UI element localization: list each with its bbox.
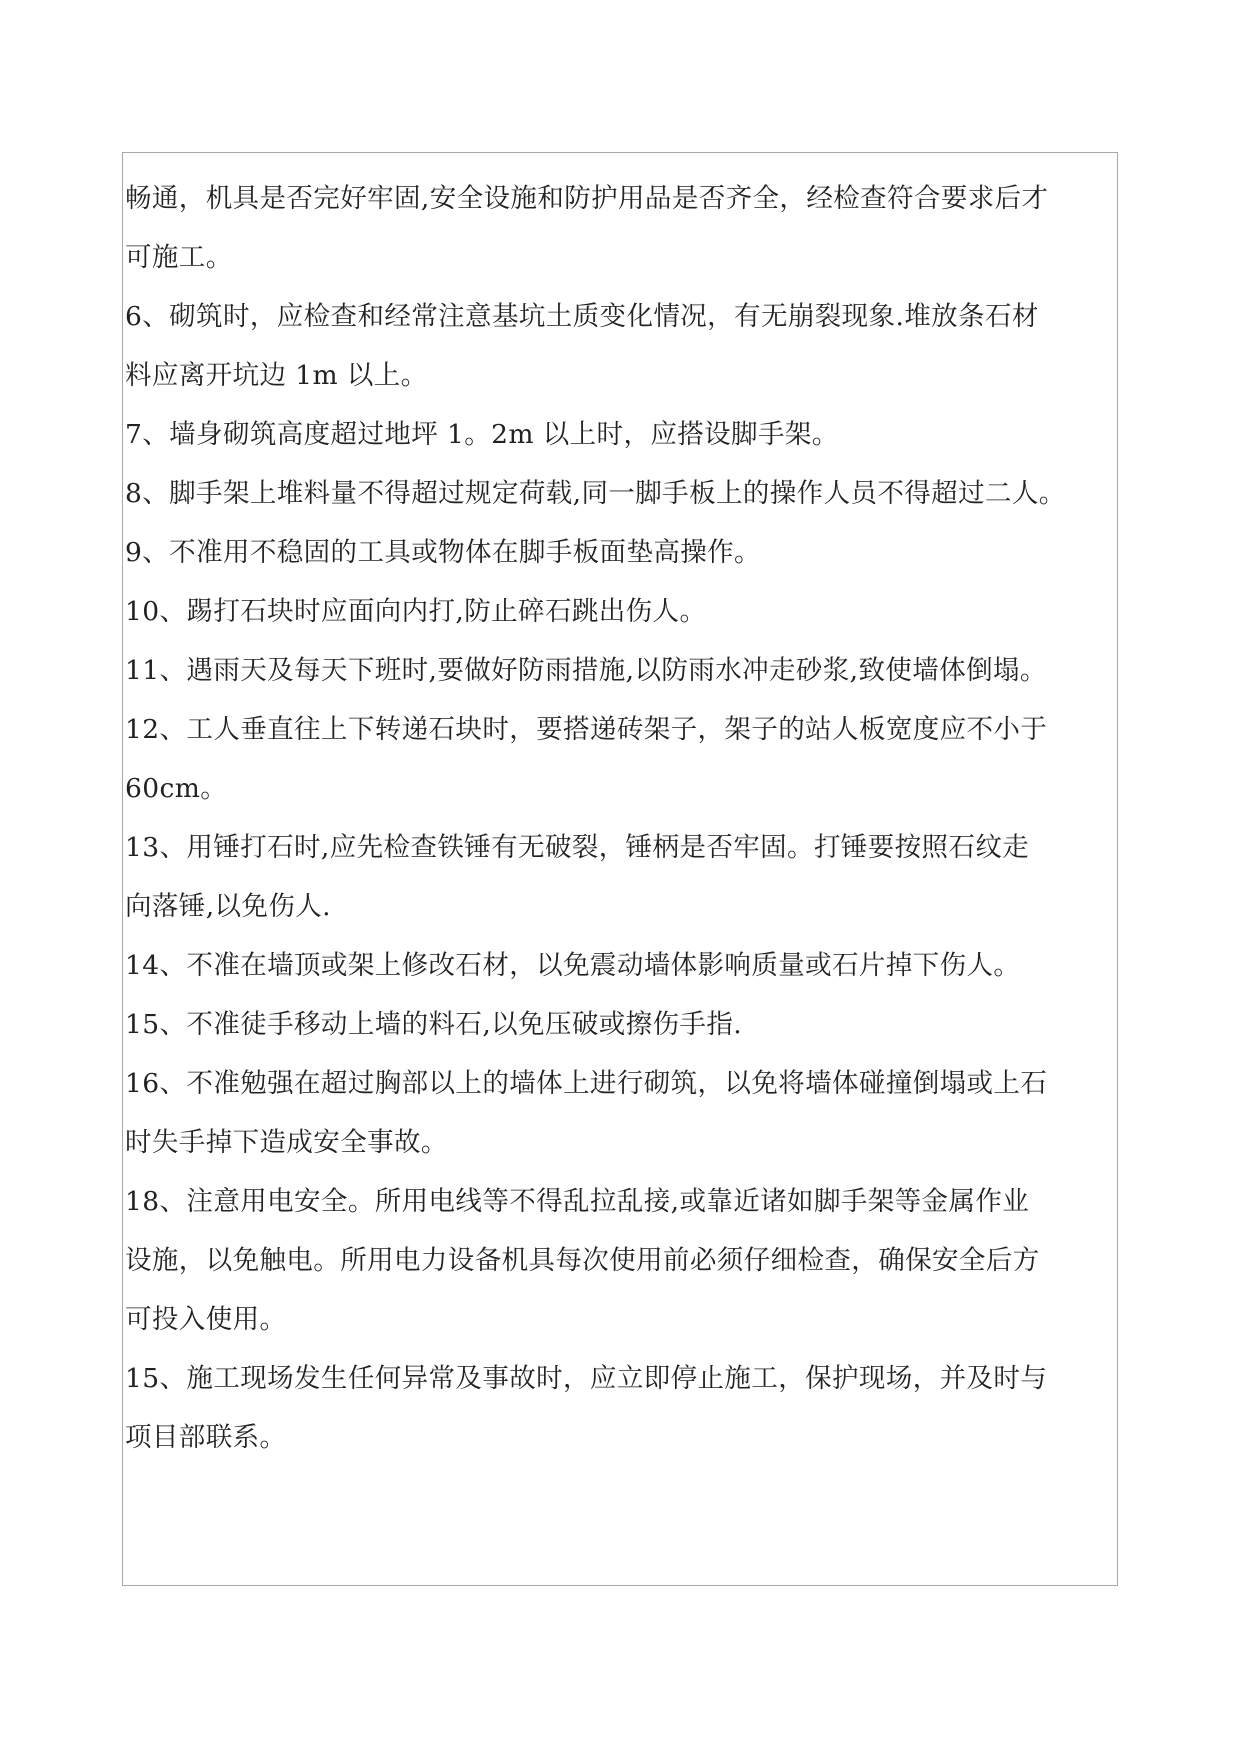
text-line: 16、不准勉强在超过胸部以上的墙体上进行砌筑，以免将墙体碰撞倒塌或上石 bbox=[125, 1068, 1048, 1099]
text-line: 项目部联系。 bbox=[125, 1422, 287, 1453]
text-line: 9、不准用不稳固的工具或物体在脚手板面垫高操作。 bbox=[125, 537, 761, 568]
text-line: 时失手掉下造成安全事故。 bbox=[125, 1127, 448, 1158]
text-line: 60cm。 bbox=[125, 773, 228, 804]
text-line: 料应离开坑边 1m 以上。 bbox=[125, 360, 428, 391]
document-frame bbox=[122, 152, 1118, 1586]
text-line: 向落锤,以免伤人. bbox=[125, 891, 331, 922]
text-line: 18、注意用电安全。所用电线等不得乱拉乱接,或靠近诸如脚手架等金属作业 bbox=[125, 1186, 1030, 1217]
text-line: 15、施工现场发生任何异常及事故时，应立即停止施工，保护现场，并及时与 bbox=[125, 1363, 1048, 1394]
text-line: 可投入使用。 bbox=[125, 1304, 287, 1335]
text-line: 8、脚手架上堆料量不得超过规定荷载,同一脚手板上的操作人员不得超过二人。 bbox=[125, 478, 1066, 509]
text-line: 14、不准在墙顶或架上修改石材，以免震动墙体影响质量或石片掉下伤人。 bbox=[125, 950, 1021, 981]
text-line: 7、墙身砌筑高度超过地坪 1。2m 以上时，应搭设脚手架。 bbox=[125, 419, 839, 450]
text-line: 11、遇雨天及每天下班时,要做好防雨措施,以防雨水冲走砂浆,致使墙体倒塌。 bbox=[125, 655, 1047, 686]
text-line: 设施，以免触电。所用电力设备机具每次使用前必须仔细检查，确保安全后方 bbox=[125, 1245, 1040, 1276]
text-line: 可施工。 bbox=[125, 242, 233, 273]
text-line: 10、踢打石块时应面向内打,防止碎石跳出伤人。 bbox=[125, 596, 707, 627]
text-line: 畅通，机具是否完好牢固,安全设施和防护用品是否齐全，经检查符合要求后才 bbox=[125, 183, 1049, 214]
text-line: 13、用锤打石时,应先检查铁锤有无破裂，锤柄是否牢固。打锤要按照石纹走 bbox=[125, 832, 1030, 863]
text-line: 15、不准徒手移动上墙的料石,以免压破或擦伤手指. bbox=[125, 1009, 743, 1040]
text-line: 12、工人垂直往上下转递石块时，要搭递砖架子，架子的站人板宽度应不小于 bbox=[125, 714, 1048, 745]
text-line: 6、砌筑时，应检查和经常注意基坑土质变化情况，有无崩裂现象.堆放条石材 bbox=[125, 301, 1039, 332]
